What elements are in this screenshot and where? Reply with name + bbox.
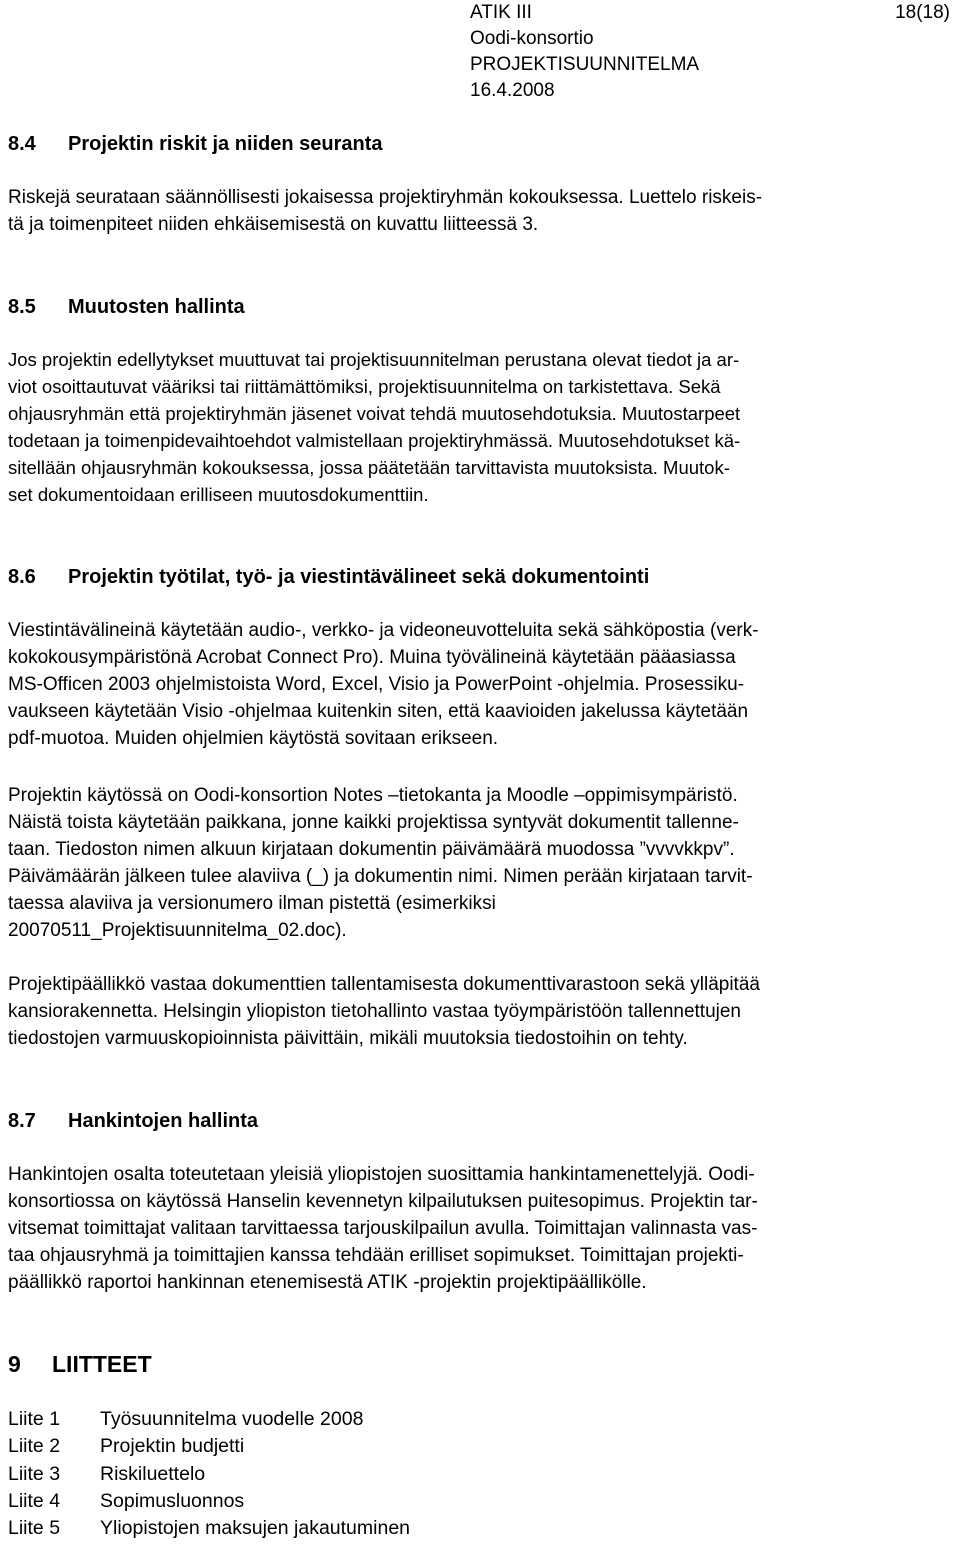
appendix-name: Riskiluettelo	[100, 1462, 206, 1485]
section-number: 8.4	[8, 133, 36, 155]
appendix-name: Sopimusluonnos	[100, 1489, 245, 1512]
appendix-name: Yliopistojen maksujen jakautuminen	[100, 1517, 411, 1540]
paragraph-document-storage: Projektin käytössä on Oodi-konsortion Notes –tietokanta ja Moodle –oppimisympäristö. Näistä toista käytetään paikkana, jonne kaikki projektissa syntyvät dokumentit tallenne- taan. Tiedoston nimen alkuun kirjataan dokumentin päivämäärä muodossa ”vvvvkkpv”. Päivämäärän jälkeen tulee alaviiva (_) ja dokumentin nimi. Nimen perään kirjataan tarvit- taessa alaviiva ja versionumero ilman pistettä (esimerkiksi 20070511_Projektisuunnitelma_02.doc).	[8, 785, 753, 941]
section-heading-8-7	[8, 1109, 258, 1133]
header-first-line	[470, 0, 950, 26]
paragraph-change-management: Jos projektin edellytykset muuttuvat tai projektisuunnitelman perustana olevat tiedot ja ar- viot osoittautuvat vääriksi tai riittämättömiksi, projektisuunnitelma on tarkistettava. Sekä ohjausryhmän että projektiryhmän jäsenet voivat tehdä muutosehdotuksia. Muutostarpeet todetaan ja toimenpidevaihtoehdot valmistellaan projektiryhmässä. Muutosehdotukset kä- sitellään ohjausryhmän kokouksessa, jossa päätetään tarvittavista muutoksista. Muutok- set dokumentoidaan erilliseen muutosdokumenttiin.	[8, 349, 741, 505]
paragraph-risks: Riskejä seurataan säännöllisesti jokaisessa projektiryhmän kokouksessa. Luettelo riskeis- tä ja toimenpiteet niiden ehkäisemisestä on kuvattu liitteessä 3.	[8, 187, 763, 235]
header-project: ATIK III	[470, 2, 532, 23]
section-title: Projektin riskit ja niiden seuranta	[68, 133, 383, 155]
appendix-name: Työsuunnitelma vuodelle 2008	[100, 1408, 364, 1430]
header-organization: Oodi-konsortio	[470, 28, 594, 49]
appendix-id: Liite 2	[8, 1435, 61, 1458]
appendix-item	[8, 1488, 410, 1515]
section-heading-9	[8, 1352, 152, 1376]
section-number: 9	[8, 1351, 21, 1377]
appendix-item	[8, 1433, 410, 1460]
appendix-id: Liite 5	[8, 1517, 61, 1540]
header-page-number: 18(18)	[895, 2, 950, 23]
section-title: Hankintojen hallinta	[68, 1110, 259, 1132]
section-number: 8.6	[8, 566, 36, 588]
section-heading-8-4	[8, 132, 383, 156]
appendix-name: Projektin budjetti	[100, 1435, 245, 1458]
section-number: 8.5	[8, 296, 36, 318]
page-header	[470, 0, 950, 104]
appendix-item	[8, 1406, 410, 1433]
appendix-item	[8, 1515, 410, 1542]
header-date: 16.4.2008	[470, 80, 555, 101]
appendix-item	[8, 1461, 410, 1488]
section-title: LIITTEET	[52, 1351, 152, 1377]
section-heading-8-5	[8, 295, 245, 319]
appendix-id: Liite 3	[8, 1462, 61, 1485]
appendix-id: Liite 4	[8, 1489, 61, 1512]
section-heading-8-6	[8, 565, 649, 589]
paragraph-communication-tools: Viestintävälineinä käytetään audio-, verkko- ja videoneuvotteluita sekä sähköpostia (verk- kokokousympäristönä Acrobat Connect Pro). Muina työvälineinä käytetään pääasiassa MS-Officen 2003 ohjelmistoista Word, Excel, Visio ja PowerPoint -ohjelmia. Prosessiku- vaukseen käytetään Visio -ohjelmaa kuitenkin siten, että kaavioiden jakelussa käytetään pdf-muotoa. Muiden ohjelmien käytöstä sovitaan erikseen.	[8, 620, 759, 749]
appendix-id: Liite 1	[8, 1408, 61, 1430]
section-title: Projektin työtilat, työ- ja viestintävälineet sekä dokumentointi	[68, 566, 650, 588]
appendix-list	[8, 1406, 410, 1542]
paragraph-procurement: Hankintojen osalta toteutetaan yleisiä yliopistojen suosittamia hankintamenettelyjä. Oodi- konsortiossa on käytössä Hanselin kevennetyn kilpailutuksen puitesopimus. Projektin tar- vitsemat toimittajat valitaan tarvittaessa tarjouskilpailun avulla. Toimittajan valinnasta vas- taa ohjausryhmä ja toimittajien kanssa tehdään erilliset sopimukset. Toimittajan projekti- päällikkö raportoi hankinnan etenemisestä ATIK -projektin projektipäällikölle.	[8, 1164, 758, 1293]
paragraph-document-backup: Projektipäällikkö vastaa dokumenttien tallentamisesta dokumenttivarastoon sekä ylläpitää kansiorakennetta. Helsingin yliopiston tietohallinto vastaa työympäristöön tallennettujen tiedostojen varmuuskopioinnista päivittäin, mikäli muutoksia tiedostoihin on tehty.	[8, 974, 760, 1049]
section-title: Muutosten hallinta	[68, 296, 245, 318]
section-number: 8.7	[8, 1110, 36, 1132]
header-document-type: PROJEKTISUUNNITELMA	[470, 54, 700, 75]
